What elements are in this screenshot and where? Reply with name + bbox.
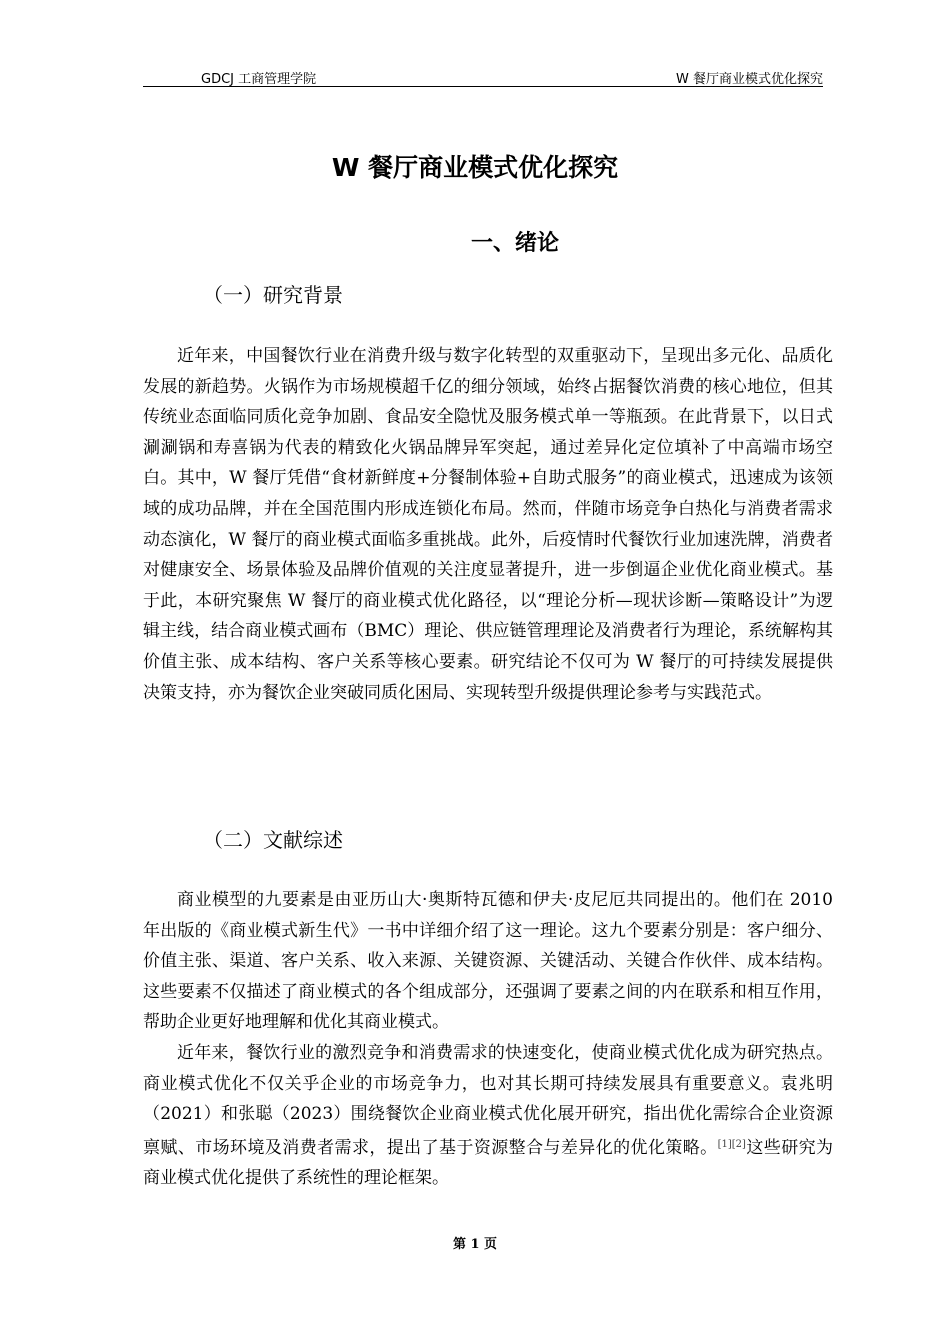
section-heading-background: （一）研究背景 [203,283,343,307]
header-institution: GDCJ 工商管理学院 [201,72,317,87]
section-body-background [143,341,833,708]
paragraph: 商业模型的九要素是由亚历山大·奥斯特瓦德和伊夫·皮尼厄共同提出的。他们在 2010 年出版的《商业模式新生代》一书中详细介绍了这一理论。这九个要素分别是：客户细分、价值主张、渠道、客户关系、收入来源、关键资源、关键活动、关键合作伙伴、成本结构。这些要素不仅描述了商业模式的各个组成部分，还强调了要素之间的内在联系和相互作用，帮助企业更好地理解和优化其商业模式。 [143,890,833,1033]
section-body-literature [143,885,833,1194]
citation-marker[interactable]: [1][2] [717,1138,746,1150]
paragraph-tail: 这些研究为商业模式优化提供了系统性的理论框架。 [143,1137,834,1189]
page-number: 第 1 页 [452,1237,498,1252]
paragraph: 近年来，中国餐饮行业在消费升级与数字化转型的双重驱动下，呈现出多元化、品质化发展的新趋势。火锅作为市场规模超千亿的细分领域，始终占据餐饮消费的核心地位，但其传统业态面临同质化竞争加剧、食品安全隐忧及服务模式单一等瓶颈。在此背景下，以日式涮涮锅和寿喜锅为代表的精致化火锅品牌异军突起，通过差异化定位填补了中高端市场空白。其中，W 餐厅凭借“食材新鲜度+分餐制体验+自助式服务”的商业模式，迅速成为该领域的成功品牌，并在全国范围内形成连锁化布局。然而，伴随市场竞争白热化与消费者需求动态演化，W 餐厅的商业模式面临多重挑战。此外，后疫情时代餐饮行业加速洗牌，消费者对健康安全、场景体验及品牌价值观的关注度显著提升，进一步倒逼企业优化商业模式。基于此，本研究聚焦 W 餐厅的商业模式优化路径，以“理论分析—现状诊断—策略设计”为逻辑主线，结合商业模式画布（BMC）理论、供应链管理理论及消费者行为理论，系统解构其价值主张、成本结构、客户关系等核心要素。研究结论不仅可为 W 餐厅的可持续发展提供决策支持，亦为餐饮企业突破同质化困局、实现转型升级提供理论参考与实践范式。 [143,346,833,703]
paragraph-text: 近年来，餐饮行业的激烈竞争和消费需求的快速变化，使商业模式优化成为研究热点。商业模式优化不仅关乎企业的市场竞争力，也对其长期可持续发展具有重要意义。袁兆明（2021）和张聪（2023）围绕餐饮企业商业模式优化展开研究，指出优化需综合企业资源禀赋、市场环境及消费者需求，提出了基于资源整合与差异化的优化策略。 [143,1042,833,1158]
section-heading-literature: （二）文献综述 [203,828,343,852]
document-title: W 餐厅商业模式优化探究 [331,153,619,182]
page-header [143,66,823,87]
paragraph [143,1038,833,1194]
header-doc-title: W 餐厅商业模式优化探究 [676,72,823,87]
chapter-heading: 一、绪论 [470,231,559,256]
